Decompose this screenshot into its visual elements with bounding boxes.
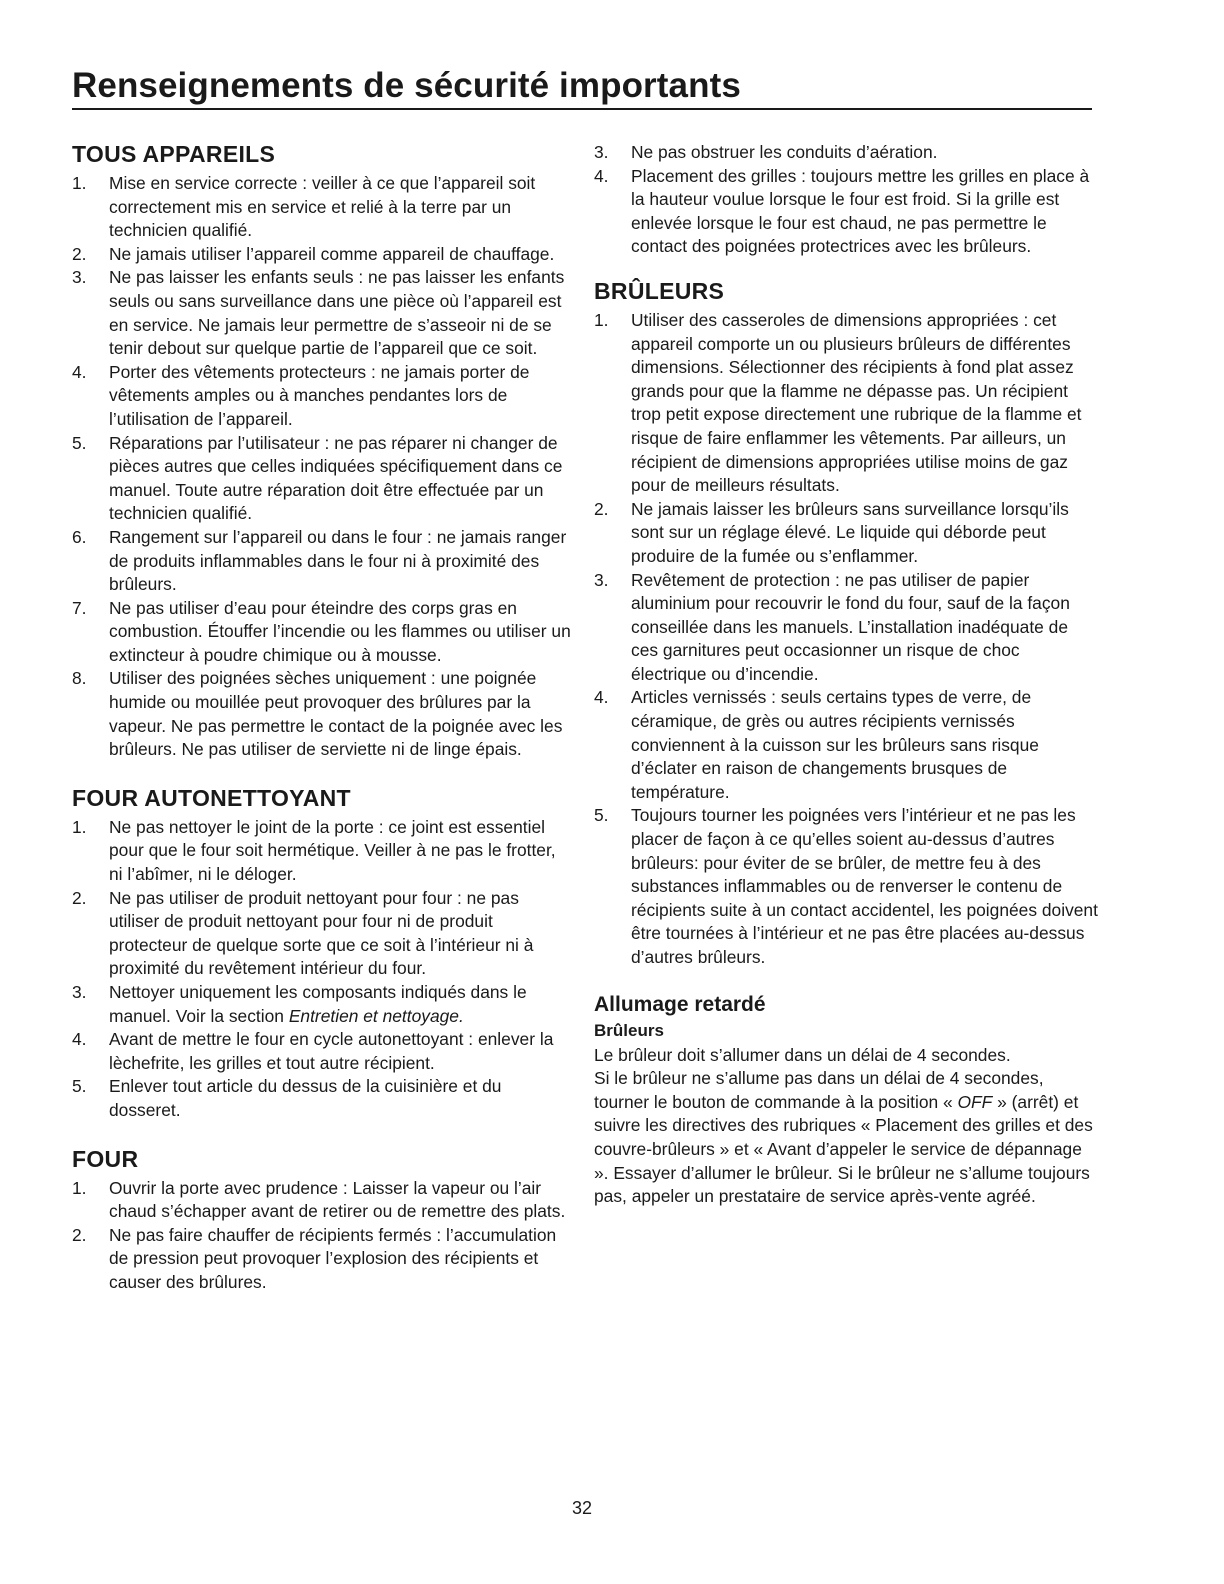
safety-list	[72, 816, 572, 1123]
list-item: 1. Mise en service correcte : veiller à ce que l’appareil soit correctement mis en service et relié à la terre par un technicien qualifié.	[72, 173, 536, 241]
list-item: 4. Porter des vêtements protecteurs : ne jamais porter de vêtements amples ou à manches pendantes lors de l’utilisation de l’appareil.	[72, 361, 530, 429]
safety-list	[72, 1177, 572, 1295]
list-item: 4. Placement des grilles : toujours mettre les grilles en place à la hauteur voulue lorsque le four est froid. Si la grille est enlevée lorsque le four est chaud, ne pas permettre le contact des poignées protectrices avec les brûleurs.	[594, 165, 1090, 257]
list-item: 3. Revêtement de protection : ne pas utiliser de papier aluminium pour recouvrir le fond du four, sauf de la façon conseillée dans les manuels. L’installation inadéquate de ces garnitures peut occasionner un risque de choc électrique ou d’incendie.	[594, 569, 1070, 684]
list-item: 7. Ne pas utiliser d’eau pour éteindre des corps gras en combustion. Étouffer l’incendie ou les flammes ou utiliser un extincteur à poudre chimique ou à mousse.	[72, 597, 571, 665]
list-item: 5. Toujours tourner les poignées vers l’intérieur et ne pas les placer de façon à ce qu’elles soient au-dessus d’autres brûleurs: pour éviter de se brûler, de mettre feu à des substances inflammables ou de renverser le contenu de récipients suite à un contact accidentel, les poignées doivent être tournées à l’intérieur et ne pas être placées au-dessus d’autres brûleurs.	[594, 805, 1098, 967]
paragraph: Le brûleur doit s’allumer dans un délai de 4 secondes.	[594, 1044, 1011, 1065]
list-item: 2. Ne pas faire chauffer de récipients fermés : l’accumulation de pression peut provoquer l’explosion des récipients et causer des brûlures.	[72, 1224, 557, 1292]
section-allumage-retarde	[594, 992, 1099, 1209]
list-item: 1. Ouvrir la porte avec prudence : Laisser la vapeur ou l’air chaud s’échapper avant de retirer ou de remettre des plats.	[72, 1177, 566, 1222]
list-item: 4. Avant de mettre le four en cycle autonettoyant : enlever la lèchefrite, les grilles et tout autre récipient.	[72, 1029, 554, 1073]
safety-list	[72, 172, 572, 762]
section-reference: Entretien et nettoyage.	[288, 1005, 464, 1026]
section-bruleurs	[594, 277, 1099, 970]
section-four-autonettoyant	[72, 784, 572, 1123]
subsection-heading: Brûleurs	[594, 1020, 664, 1040]
safety-list	[594, 141, 1099, 259]
section-heading: Allumage retardé	[594, 992, 766, 1016]
section-heading: TOUS APPAREILS	[72, 141, 276, 167]
list-item: 5. Réparations par l’utilisateur : ne pas réparer ni changer de pièces autres que celles indiquées spécifiquement dans ce manuel. Toute autre réparation doit être effectuée par un technicien qualifié.	[72, 432, 563, 524]
section-tous-appareils	[72, 140, 572, 762]
section-heading: FOUR	[72, 1145, 139, 1172]
safety-list	[594, 309, 1099, 970]
list-item: 8. Utiliser des poignées sèches uniquement : une poignée humide ou mouillée peut provoquer des brûlures par la vapeur. Ne pas permettre le contact de la poignée avec les brûleurs. Ne pas utiliser de serviette ni de linge épais.	[72, 668, 563, 760]
list-item: 4. Articles vernissés : seuls certains types de verre, de céramique, de grès ou autres récipients vernissés conviennent à la cuisson sur les brûleurs sans risque d’éclater en raison de changements brusques de température.	[594, 687, 1039, 802]
section-heading: FOUR AUTONETTOYANT	[72, 784, 351, 811]
list-item: 2. Ne jamais utiliser l’appareil comme appareil de chauffage.	[72, 243, 555, 264]
list-item: 1. Ne pas nettoyer le joint de la porte : ce joint est essentiel pour que le four soit hermétique. Veiller à ne pas le frotter, ni l’abîmer, ni le déloger.	[72, 816, 556, 885]
list-item: 3. Ne pas obstruer les conduits d’aération.	[594, 142, 938, 162]
list-item: 6. Rangement sur l’appareil ou dans le four : ne jamais ranger de produits inflammables dans le four ni à proximité des brûleurs.	[72, 526, 567, 595]
list-item: 2. Ne pas utiliser de produit nettoyant pour four : ne pas utiliser de produit nettoyant pour four ni de produit protecteur de quelque sorte que ce soit à l’intérieur ni à proximité du revêtement intérieur du four.	[72, 887, 534, 979]
page-number: 32	[571, 1498, 593, 1518]
list-item: 1. Utiliser des casseroles de dimensions appropriées : cet appareil comporte un ou plusieurs brûleurs de différentes dimensions. Sélectionner des récipients à fond plat assez grands pour que la flamme ne dépasse pas. Un récipient trop petit expose directement une rubrique de la flamme et risque de faire enflammer les vêtements. Par ailleurs, un récipient de dimensions appropriées utilise moins de gaz pour de meilleurs résultats.	[594, 309, 1082, 496]
page-title: Renseignements de sécurité importants	[72, 64, 1092, 110]
section-four	[72, 1145, 572, 1295]
right-column	[594, 141, 1099, 1231]
paragraph: Si le brûleur ne s’allume pas dans un délai de 4 secondes, tourner le bouton de commande à la position « OFF » (arrêt) et suivre les directives des rubriques « Placement des grilles et des couvre-brûleurs » et « Avant d’appeler le service de dépannage ». Essayer d’allumer le brûleur. Si le brûleur ne s’allume toujours pas, appeler un prestataire de service après-vente agréé.	[594, 1068, 1093, 1207]
section-heading: BRÛLEURS	[594, 277, 725, 304]
list-item: 3. Nettoyer uniquement les composants indiqués dans le manuel. Voir la section Entretien et nettoyage.	[72, 982, 527, 1026]
list-item: 2. Ne jamais laisser les brûleurs sans surveillance lorsqu’ils sont sur un réglage élevé. Le liquide qui déborde peut produire de la fumée ou s’enflammer.	[594, 498, 1069, 566]
list-item: 5. Enlever tout article du dessus de la cuisinière et du dosseret.	[72, 1076, 502, 1120]
list-item: 3. Ne pas laisser les enfants seuls : ne pas laisser les enfants seuls ou sans surveillance dans une pièce où l’appareil est en service. Ne jamais leur permettre de s’asseoir ni de se tenir debout sur quelque partie de l’appareil que ce soit.	[72, 267, 565, 359]
section-four-continued	[594, 141, 1099, 259]
left-column	[72, 140, 572, 1317]
